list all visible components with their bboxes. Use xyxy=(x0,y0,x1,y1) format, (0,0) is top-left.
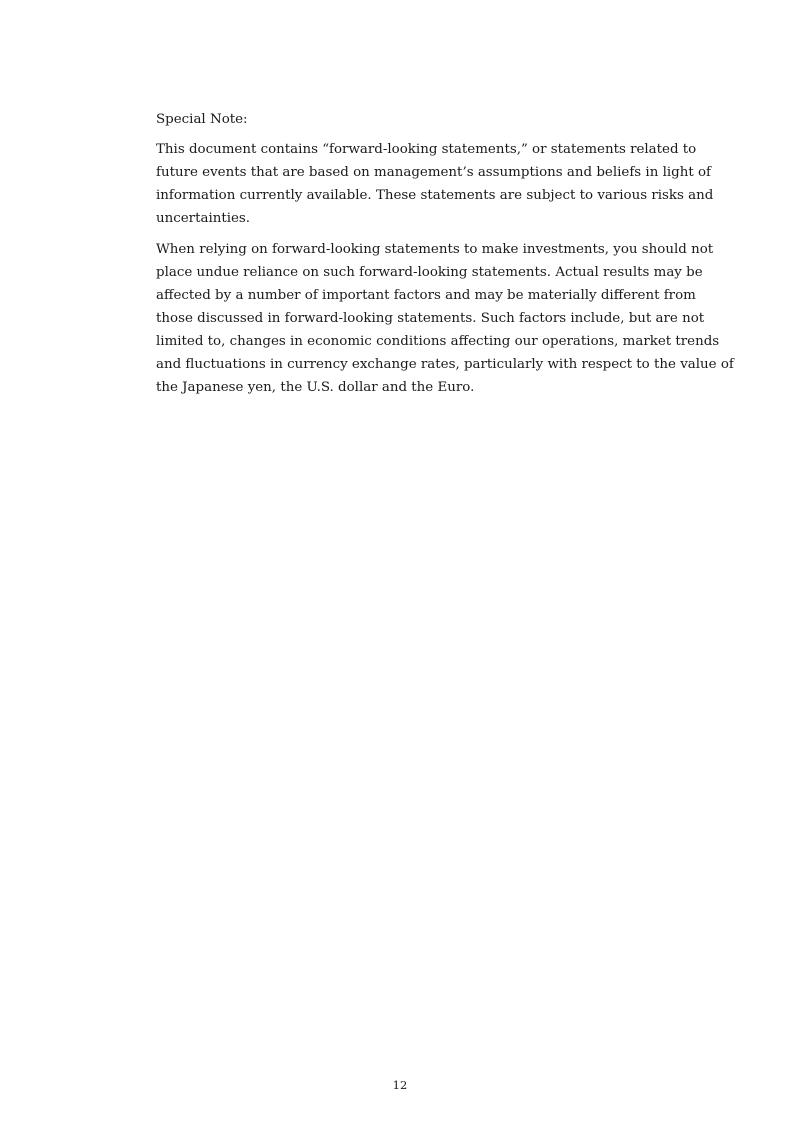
paragraph-line: uncertainties. xyxy=(156,211,251,226)
paragraph-forward-looking-intro xyxy=(156,138,714,230)
special-note-heading: Special Note: xyxy=(156,112,248,127)
paragraph-line: information currently available. These statements are subject to various risks and xyxy=(156,188,714,203)
paragraph-line: those discussed in forward-looking statements. Such factors include, but are not xyxy=(156,311,705,326)
paragraph-line: This document contains “forward-looking statements,” or statements related to xyxy=(156,142,697,157)
paragraph-line: the Japanese yen, the U.S. dollar and the Euro. xyxy=(156,380,475,395)
paragraph-reliance-warning xyxy=(156,238,734,399)
paragraph-line: future events that are based on management’s assumptions and beliefs in light of xyxy=(156,165,712,180)
page-number: 12 xyxy=(392,1078,408,1092)
paragraph-line: and fluctuations in currency exchange rates, particularly with respect to the value of xyxy=(156,357,734,372)
paragraph-line: place undue reliance on such forward-looking statements. Actual results may be xyxy=(156,265,703,280)
paragraph-line: limited to, changes in economic conditions affecting our operations, market trends xyxy=(156,334,720,349)
paragraph-line: affected by a number of important factors and may be materially different from xyxy=(156,288,696,303)
paragraph-line: When relying on forward-looking statements to make investments, you should not xyxy=(156,242,714,257)
document-body xyxy=(156,108,734,407)
